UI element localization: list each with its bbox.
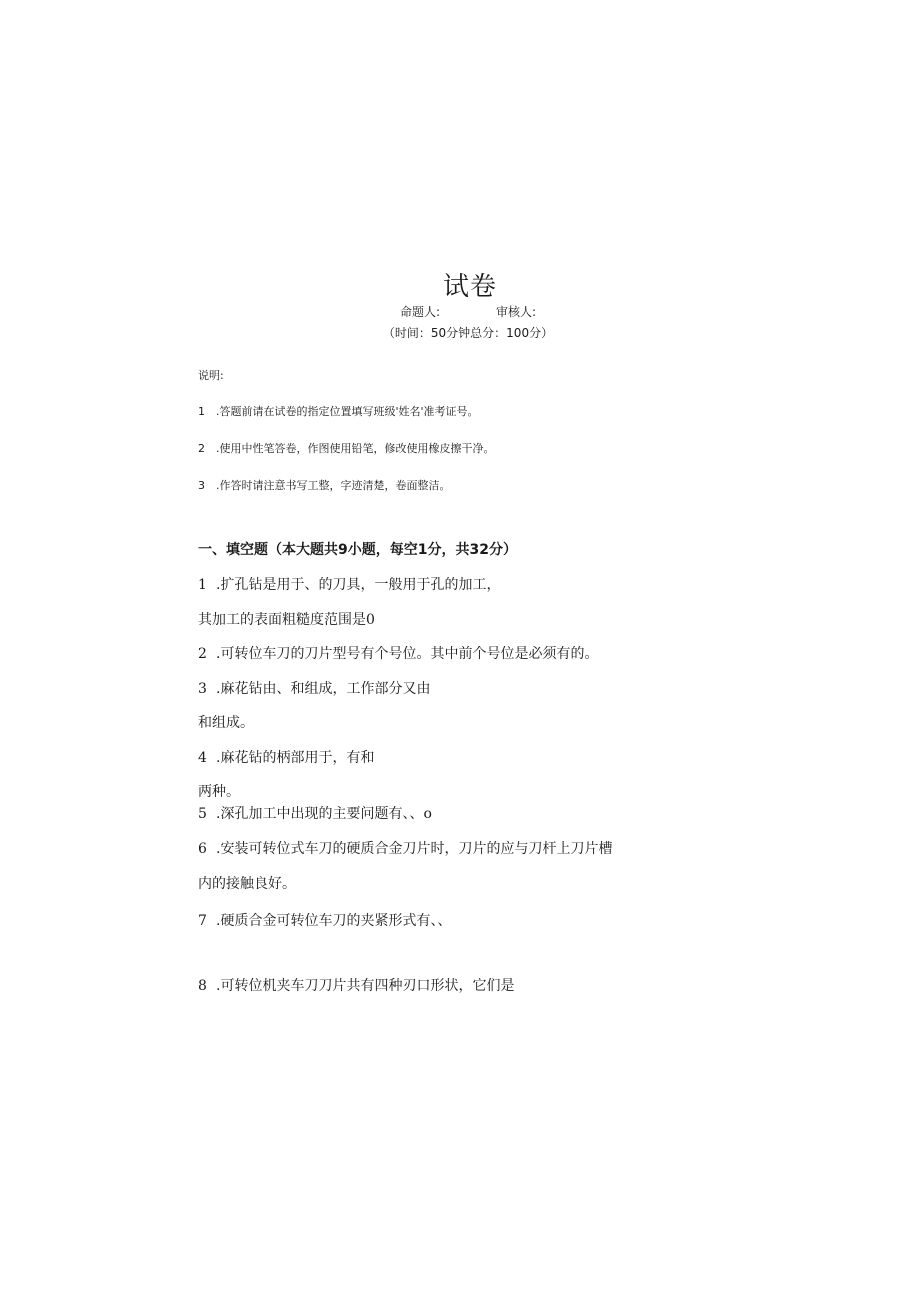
question-text: .硬质合金可转位车刀的夹紧形式有、、 bbox=[216, 913, 452, 929]
question-continuation: 两种。 bbox=[198, 784, 240, 800]
question-number: 4 bbox=[198, 750, 207, 766]
question-item bbox=[198, 838, 612, 858]
instruction-number: 3 bbox=[198, 479, 205, 492]
question-number: 5 bbox=[198, 806, 207, 822]
question-text: .麻花钻由、和组成，工作部分又由 bbox=[216, 681, 431, 697]
instruction-number: 1 bbox=[198, 405, 205, 418]
instruction-item bbox=[198, 477, 451, 493]
time-and-score: （时间：50分钟总分：100分） bbox=[382, 326, 554, 340]
question-number: 1 bbox=[198, 577, 207, 593]
question-number: 3 bbox=[198, 681, 207, 697]
question-item bbox=[198, 643, 598, 663]
question-continuation: 和组成。 bbox=[198, 715, 254, 731]
question-text: .可转位车刀的刀片型号有个号位。其中前个号位是必须有的。 bbox=[216, 646, 599, 662]
instructions-label: 说明: bbox=[198, 369, 224, 382]
question-number: 8 bbox=[198, 978, 207, 994]
question-item bbox=[198, 678, 430, 698]
question-number: 6 bbox=[198, 841, 207, 857]
question-item bbox=[198, 910, 451, 930]
question-continuation: 内的接触良好。 bbox=[198, 876, 296, 892]
question-text: .扩孔钻是用于、的刀具，一般用于孔的加工， bbox=[216, 577, 501, 593]
instruction-text: .作答时请注意书写工整，字迹清楚，卷面整洁。 bbox=[216, 479, 451, 492]
setter-label: 命题人: bbox=[399, 305, 440, 319]
question-number: 7 bbox=[198, 913, 207, 929]
section-heading: 一、填空题（本大题共9小题，每空1分，共32分） bbox=[198, 542, 517, 558]
question-text: .安装可转位式车刀的硬质合金刀片时，刀片的应与刀杆上刀片槽 bbox=[216, 841, 613, 857]
exam-meta bbox=[0, 303, 920, 320]
question-continuation: 其加工的表面粗糙度范围是0 bbox=[198, 612, 375, 628]
instruction-item bbox=[198, 440, 495, 456]
question-text: .麻花钻的柄部用于，有和 bbox=[216, 750, 375, 766]
instruction-number: 2 bbox=[198, 442, 205, 455]
reviewer-label: 审核人: bbox=[496, 305, 537, 319]
instruction-text: .使用中性笔答卷，作图使用铅笔，修改使用橡皮擦干净。 bbox=[216, 442, 495, 455]
question-text: .深孔加工中出现的主要问题有、、o bbox=[216, 806, 432, 822]
question-text: .可转位机夹车刀刀片共有四种刃口形状，它们是 bbox=[216, 978, 515, 994]
question-item bbox=[198, 803, 432, 823]
question-item bbox=[198, 574, 500, 594]
question-item bbox=[198, 747, 374, 767]
instruction-item bbox=[198, 403, 479, 419]
instruction-text: .答题前请在试卷的指定位置填写班级'姓名'准考证号。 bbox=[216, 405, 479, 418]
page-title: 试卷 bbox=[442, 272, 497, 302]
question-item bbox=[198, 975, 514, 995]
question-number: 2 bbox=[198, 646, 207, 662]
